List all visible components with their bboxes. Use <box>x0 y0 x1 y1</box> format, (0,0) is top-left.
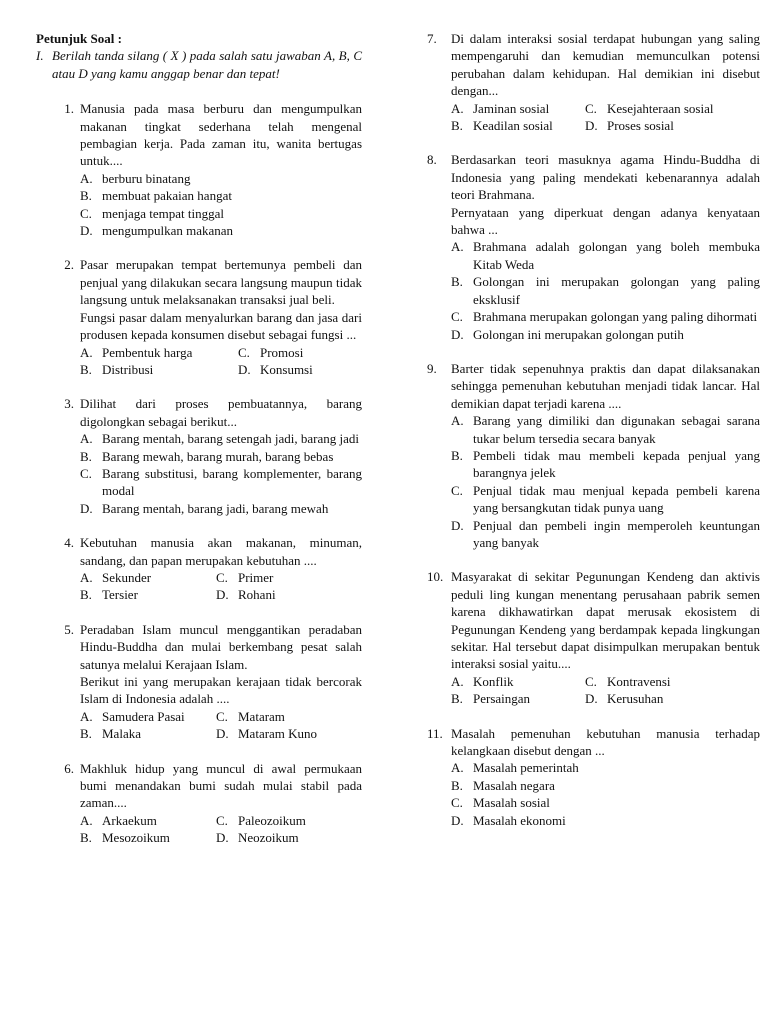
question-number: 11. <box>427 725 443 741</box>
option-letter: D. <box>80 223 93 239</box>
question-text: Dilihat dari proses pembuatannya, barang digolongkan sebagai berikut... <box>80 396 362 429</box>
option-text: Masalah sosial <box>473 795 550 811</box>
question-text-2: Pernyataan yang diperkuat dengan adanya kenyataan bahwa ... <box>451 204 760 238</box>
option-letter: C. <box>451 795 463 811</box>
question-number: 4. <box>64 535 74 551</box>
option-text: Neozoikum <box>238 830 299 846</box>
option-letter: B. <box>80 726 92 742</box>
option-text: Mataram Kuno <box>238 726 318 742</box>
option-letter: D. <box>585 691 598 707</box>
options-grid <box>80 812 362 847</box>
option-a[interactable] <box>451 759 760 776</box>
option-c[interactable] <box>216 569 362 586</box>
question-number: 10. <box>427 569 444 585</box>
option-text: Konflik <box>473 673 514 689</box>
question-text: Makhluk hidup yang muncul di awal permukaan bumi menandakan bumi sudah mulai stabil pada zaman.... <box>80 760 362 811</box>
options-grid <box>80 708 362 743</box>
option-letter: C. <box>216 812 228 828</box>
option-letter: B. <box>451 274 463 290</box>
option-letter: A. <box>451 760 464 776</box>
option-d[interactable] <box>451 517 760 552</box>
options-grid <box>80 569 362 604</box>
option-letter: B. <box>80 361 92 377</box>
option-text: Distribusi <box>102 361 154 377</box>
question-2 <box>36 256 362 378</box>
option-a[interactable] <box>451 238 760 273</box>
option-letter: B. <box>80 188 92 204</box>
option-letter: D. <box>216 830 229 846</box>
question-text: Masyarakat di sekitar Pegunungan Kendeng dan aktivis peduli ling kungan menentang perusahaan pabrik semen karena dikhawatirkan dapat merusak ekosistem di Pegunungan Kendeng yang berdampak kepada lingkungan sekitar. Hal tersebut dapat disimpulkan merupakan bentuk interaksi sosial yaitu.... <box>451 569 760 672</box>
option-a[interactable] <box>80 569 216 586</box>
option-text: Samudera Pasai <box>102 708 185 724</box>
option-text: Golongan ini merupakan golongan putih <box>473 326 684 342</box>
option-d[interactable] <box>216 586 362 603</box>
option-b[interactable] <box>451 447 760 482</box>
question-text: Di dalam interaksi sosial terdapat hubungan yang saling mempengaruhi dan kemudian memunculkan potensi perubahan dalam kehidupan. Hal demikian ini disebut dengan... <box>451 31 760 99</box>
question-number: 8. <box>427 152 437 168</box>
option-letter: C. <box>80 465 92 481</box>
question-5 <box>36 621 362 743</box>
option-c[interactable] <box>585 100 760 117</box>
option-letter: A. <box>80 708 93 724</box>
option-text: membuat pakaian hangat <box>102 188 232 204</box>
option-letter: D. <box>216 587 229 603</box>
option-d[interactable] <box>585 690 760 707</box>
question-6 <box>36 760 362 847</box>
question-text: Pasar merupakan tempat bertemunya pembeli dan penjual yang dilakukan secara langsung maupun tidak langsung untuk melaksanakan transaksi jual beli. <box>80 257 362 308</box>
option-letter: A. <box>80 569 93 585</box>
option-letter: B. <box>80 587 92 603</box>
option-text: Pembeli tidak mau membeli kepada penjual yang barangnya jelek <box>473 447 760 481</box>
instruction <box>36 47 362 82</box>
question-number: 9. <box>427 360 437 376</box>
question-10 <box>427 568 760 707</box>
option-letter: A. <box>451 239 464 255</box>
option-b[interactable] <box>451 690 585 707</box>
option-text: mengumpulkan makanan <box>102 223 234 239</box>
option-text: Jaminan sosial <box>473 100 550 116</box>
option-text: Pembentuk harga <box>102 344 193 360</box>
option-c[interactable] <box>585 673 760 690</box>
options-grid <box>451 673 760 708</box>
question-4 <box>36 534 362 604</box>
instruction-number: I. <box>36 48 44 64</box>
option-letter: C. <box>585 673 597 689</box>
option-text: Kesejahteraan sosial <box>607 100 714 116</box>
option-c[interactable] <box>80 205 362 222</box>
option-letter: A. <box>80 344 93 360</box>
option-d[interactable] <box>80 500 362 517</box>
option-letter: C. <box>585 100 597 116</box>
option-letter: C. <box>216 569 228 585</box>
option-d[interactable] <box>216 725 362 742</box>
option-text: Barang mentah, barang jadi, barang mewah <box>102 500 329 516</box>
option-text: Penjual tidak mau menjual kepada pembeli karena yang bersangkutan tidak punya uang <box>473 482 760 516</box>
option-d[interactable] <box>80 222 362 239</box>
option-text: Proses sosial <box>607 118 674 134</box>
option-letter: B. <box>451 118 463 134</box>
option-letter: A. <box>80 431 93 447</box>
option-text: Promosi <box>260 344 304 360</box>
question-text: Barter tidak sepenuhnya praktis dan dapat dilaksanakan sehingga pemenuhan kebutuhan menjadi tidak lancar. Hal demikian dapat terjadi karena .... <box>451 360 760 411</box>
option-letter: C. <box>451 482 463 498</box>
question-1 <box>36 100 362 239</box>
option-text: Rohani <box>238 587 276 603</box>
option-a[interactable] <box>80 430 362 447</box>
option-letter: D. <box>451 326 464 342</box>
option-letter: A. <box>451 413 464 429</box>
option-text: Kerusuhan <box>607 691 664 707</box>
option-letter: B. <box>80 830 92 846</box>
option-text: Tersier <box>102 587 138 603</box>
option-c[interactable] <box>216 812 362 829</box>
option-letter: D. <box>451 812 464 828</box>
options-grid <box>451 100 760 135</box>
question-9 <box>427 360 760 551</box>
question-text: Kebutuhan manusia akan makanan, minuman, sandang, dan papan merupakan kebutuhan .... <box>80 535 362 568</box>
option-letter: C. <box>238 344 250 360</box>
option-letter: C. <box>80 205 92 221</box>
option-text: Masalah ekonomi <box>473 812 566 828</box>
question-7 <box>427 30 760 134</box>
option-a[interactable] <box>80 344 238 361</box>
question-number: 1. <box>64 101 74 117</box>
option-b[interactable] <box>80 361 238 378</box>
option-a[interactable] <box>80 812 216 829</box>
option-letter: A. <box>80 170 93 186</box>
option-c[interactable] <box>451 482 760 517</box>
option-letter: A. <box>451 673 464 689</box>
option-d[interactable] <box>216 829 362 846</box>
option-b[interactable] <box>451 777 760 794</box>
option-c[interactable] <box>238 344 362 361</box>
option-text: Masalah negara <box>473 777 555 793</box>
option-d[interactable] <box>238 361 362 378</box>
option-a[interactable] <box>80 708 216 725</box>
option-letter: D. <box>216 726 229 742</box>
option-b[interactable] <box>80 187 362 204</box>
option-c[interactable] <box>451 794 760 811</box>
option-a[interactable] <box>451 673 585 690</box>
option-text: Brahmana adalah golongan yang boleh membuka Kitab Weda <box>473 239 760 272</box>
question-text: Masalah pemenuhan kebutuhan manusia terhadap kelangkaan disebut dengan ... <box>451 725 760 759</box>
option-text: Konsumsi <box>260 361 313 377</box>
option-b[interactable] <box>80 448 362 465</box>
question-number: 6. <box>64 760 74 776</box>
question-number: 5. <box>64 621 74 637</box>
question-text: Manusia pada masa berburu dan mengumpulkan makanan tingkat sederhana telah mengenal pembagian kerja. Pada zaman itu, wanita bertugas untuk.... <box>80 101 362 169</box>
option-d[interactable] <box>451 812 760 829</box>
option-letter: D. <box>451 517 464 533</box>
option-a[interactable] <box>80 170 362 187</box>
option-text: Mesozoikum <box>102 830 170 846</box>
option-text: Barang mentah, barang setengah jadi, barang jadi <box>102 431 360 447</box>
option-b[interactable] <box>451 273 760 308</box>
question-8 <box>427 151 760 342</box>
option-text: Brahmana merupakan golongan yang paling dihormati <box>473 309 758 325</box>
option-b[interactable] <box>80 586 216 603</box>
question-text-2: Berikut ini yang merupakan kerajaan tidak bercorak Islam di Indonesia adalah .... <box>80 674 362 707</box>
option-text: Persaingan <box>473 691 531 707</box>
option-c[interactable] <box>80 465 362 500</box>
option-text: Keadilan sosial <box>473 118 553 134</box>
option-text: Mataram <box>238 708 285 724</box>
instruction-text: Berilah tanda silang ( X ) pada salah satu jawaban A, B, C atau D yang kamu anggap benar dan tepat! <box>52 48 362 81</box>
option-text: Barang mewah, barang murah, barang bebas <box>102 448 334 464</box>
question-text: Berdasarkan teori masuknya agama Hindu-Buddha di Indonesia yang paling mendekati kebenarannya adalah teori Brahmana. <box>451 152 760 203</box>
option-text: Arkaekum <box>102 812 157 828</box>
option-b[interactable] <box>451 117 585 134</box>
option-letter: B. <box>80 448 92 464</box>
question-text-2: Fungsi pasar dalam menyalurkan barang dan jasa dari produsen kepada konsumen disebut sebagai fungsi ... <box>80 309 362 343</box>
option-letter: D. <box>80 500 93 516</box>
option-text: Paleozoikum <box>238 812 306 828</box>
option-text: Primer <box>238 569 274 585</box>
option-text: Sekunder <box>102 569 152 585</box>
option-c[interactable] <box>451 308 760 325</box>
left-column <box>36 30 362 864</box>
question-number: 7. <box>427 31 437 46</box>
option-text: berburu binatang <box>102 170 191 186</box>
option-a[interactable] <box>451 100 585 117</box>
option-text: menjaga tempat tinggal <box>102 205 225 221</box>
right-column <box>427 30 760 846</box>
option-text: Malaka <box>102 726 141 742</box>
option-b[interactable] <box>80 829 216 846</box>
question-11 <box>427 725 760 829</box>
question-number: 2. <box>64 257 74 273</box>
option-letter: A. <box>451 100 464 116</box>
option-text: Barang substitusi, barang komplementer, barang modal <box>102 465 362 499</box>
options-grid <box>80 344 362 379</box>
option-letter: B. <box>451 691 463 707</box>
option-text: Golongan ini merupakan golongan yang paling eksklusif <box>473 274 760 307</box>
option-text: Penjual dan pembeli ingin memperoleh keuntungan yang banyak <box>473 517 760 550</box>
option-text: Barang yang dimiliki dan digunakan sebagai sarana tukar belum tersedia secara banyak <box>473 413 760 446</box>
option-letter: D. <box>585 118 598 134</box>
option-text: Masalah pemerintah <box>473 760 579 776</box>
question-text: Peradaban Islam muncul menggantikan peradaban Hindu-Buddha dan mulai berkembang pesat salah satunya melalui Kerajaan Islam. <box>80 621 362 672</box>
option-b[interactable] <box>80 725 216 742</box>
page-title: Petunjuk Soal : <box>36 31 122 46</box>
option-d[interactable] <box>451 326 760 343</box>
option-letter: C. <box>216 708 228 724</box>
question-number: 3. <box>64 396 74 412</box>
option-d[interactable] <box>585 117 760 134</box>
option-letter: D. <box>238 361 251 377</box>
option-c[interactable] <box>216 708 362 725</box>
option-letter: B. <box>451 447 463 463</box>
option-text: Kontravensi <box>607 673 671 689</box>
option-letter: C. <box>451 309 463 325</box>
option-letter: A. <box>80 812 93 828</box>
question-3 <box>36 395 362 517</box>
option-letter: B. <box>451 777 463 793</box>
option-a[interactable] <box>451 412 760 447</box>
